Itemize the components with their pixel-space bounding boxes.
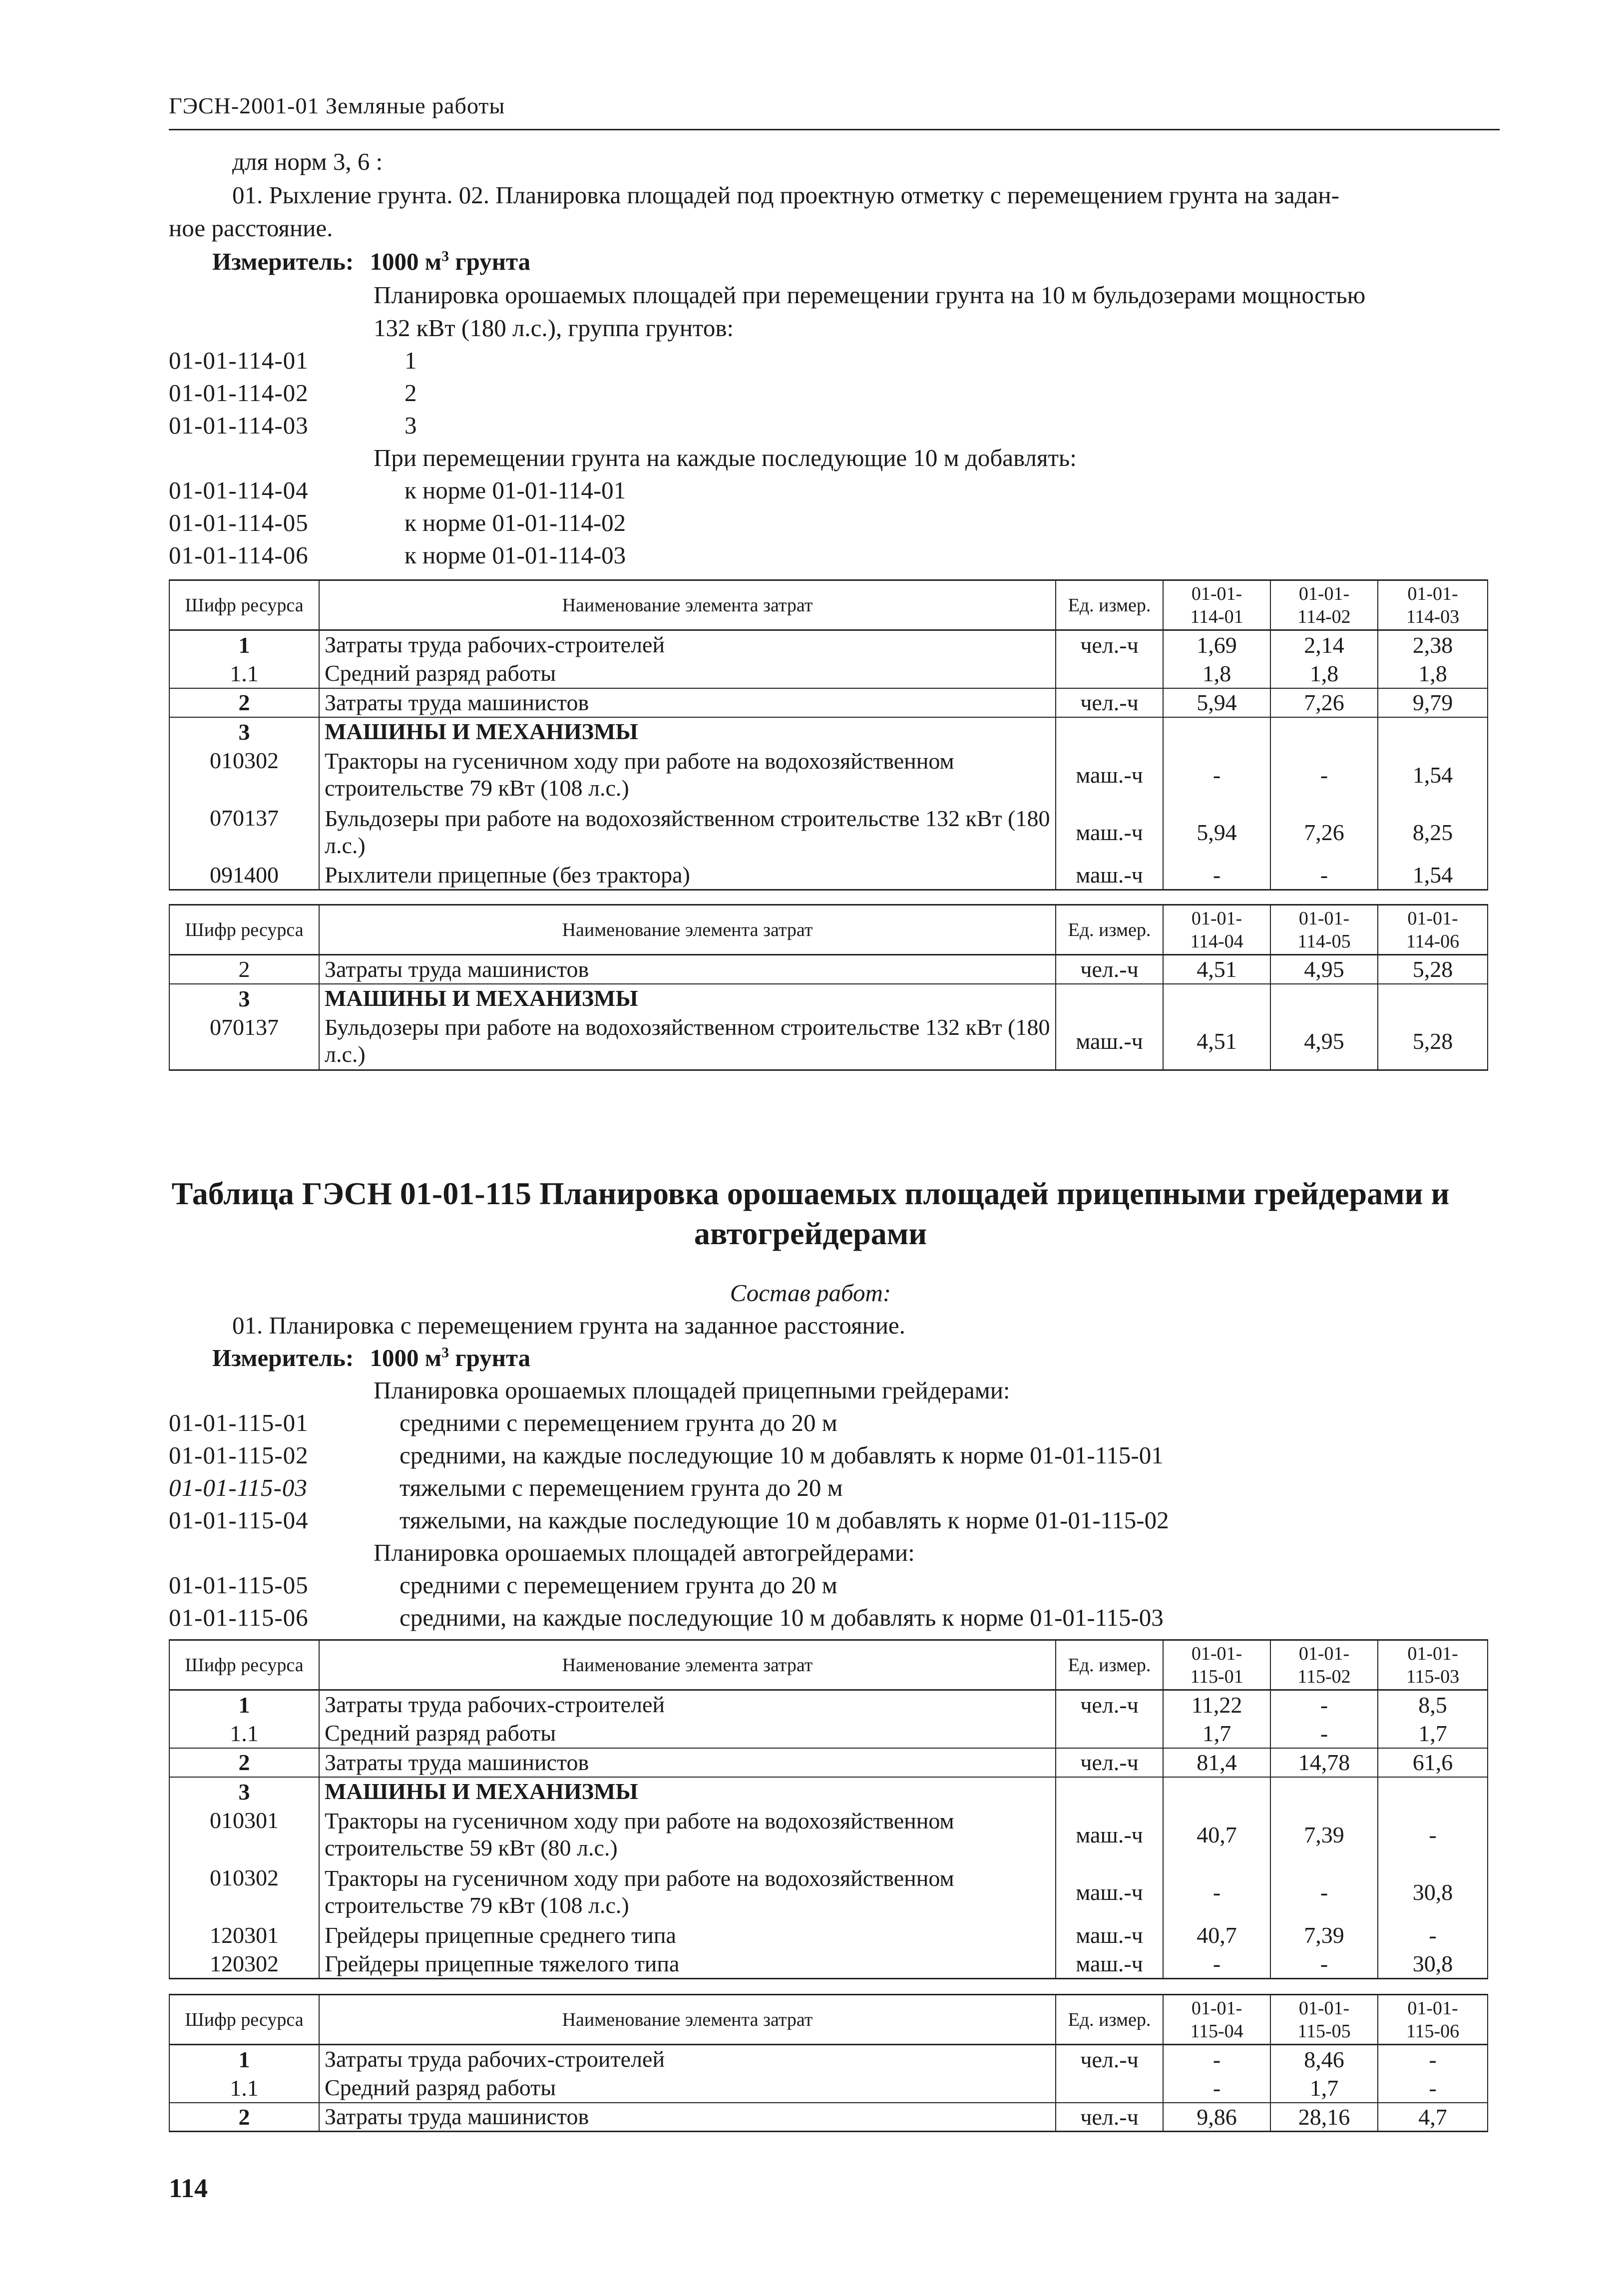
resource-name: Затраты труда машинистов [319, 2103, 1056, 2132]
col-header-name: Наименование элемента затрат [319, 580, 1056, 630]
resource-value: 5,94 [1163, 804, 1270, 861]
section-heading: МАШИНЫ И МЕХАНИЗМЫ [319, 717, 1056, 746]
resource-value: - [1270, 1690, 1378, 1719]
resource-value: 81,4 [1163, 1748, 1270, 1777]
resource-value: - [1163, 1950, 1270, 1979]
resource-unit: чел.-ч [1056, 2045, 1163, 2074]
col-header-resource: Шифр ресурса [169, 580, 319, 630]
resource-code: 010302 [169, 746, 319, 804]
table-row [169, 955, 1488, 984]
resource-unit: маш.-ч [1056, 1806, 1163, 1863]
resource-value: - [1270, 746, 1378, 804]
resource-value: 4,95 [1270, 955, 1378, 984]
resource-value: - [1378, 2045, 1488, 2074]
resource-code: 091400 [169, 861, 319, 890]
resource-value: 4,95 [1270, 1013, 1378, 1070]
table-row [169, 1719, 1488, 1748]
page-number: 114 [169, 2173, 208, 2203]
resource-name: Тракторы на гусеничном ходу при работе на водохозяйственном строительстве 79 кВт (108 л.с.) [319, 746, 1056, 804]
resource-value: 1,7 [1270, 2074, 1378, 2103]
resource-unit: чел.-ч [1056, 2103, 1163, 2132]
norm-code: 01-01-114-05 [169, 509, 309, 536]
norm-desc-1: Планировка орошаемых площадей при перемещении грунта на 10 м бульдозерами мощностью [374, 281, 1366, 309]
resource-value: 9,86 [1163, 2103, 1270, 2132]
resource-name: Средний разряд работы [319, 2074, 1056, 2103]
resource-value: 8,5 [1378, 1690, 1488, 1719]
norm-text: средними, на каждые последующие 10 м добавлять к норме 01-01-115-03 [400, 1604, 1164, 1631]
resource-unit [1056, 659, 1163, 688]
norm-code: 01-01-115-05 [169, 1571, 309, 1599]
resource-value: 1,54 [1378, 746, 1488, 804]
norm-text: средними с перемещением грунта до 20 м [400, 1409, 837, 1436]
table-row [169, 804, 1488, 861]
resource-value: - [1378, 1921, 1488, 1950]
work-composition: 01. Планировка с перемещением грунта на заданное расстояние. [232, 1312, 905, 1339]
resource-value: 7,26 [1270, 804, 1378, 861]
resource-table-114-b [169, 904, 1488, 1071]
resource-unit [1056, 2074, 1163, 2103]
col-header-name: Наименование элемента затрат [319, 1995, 1056, 2045]
resource-name: Средний разряд работы [319, 1719, 1056, 1748]
resource-value: - [1270, 1950, 1378, 1979]
resource-unit: чел.-ч [1056, 1690, 1163, 1719]
resource-value: 11,22 [1163, 1690, 1270, 1719]
meter-tail: грунта [449, 248, 531, 275]
resource-value: - [1163, 2074, 1270, 2103]
resource-value: 28,16 [1270, 2103, 1378, 2132]
norm-code: 01-01-114-06 [169, 541, 309, 569]
resource-code: 070137 [169, 1013, 319, 1070]
resource-value: - [1270, 1863, 1378, 1921]
meter-tail: грунта [449, 1344, 531, 1372]
resource-value: 1,7 [1163, 1719, 1270, 1748]
table-row [169, 1748, 1488, 1777]
col-header-norm: 01-01- 115-04 [1163, 1995, 1270, 2045]
col-header-norm: 01-01- 114-03 [1378, 580, 1488, 630]
meter-label: Измеритель: [212, 1344, 354, 1372]
work-composition-line1: 01. Рыхление грунта. 02. Планировка площадей под проектную отметку с перемещением грунта на задан- [232, 181, 1339, 209]
col-header-norm: 01-01- 114-02 [1270, 580, 1378, 630]
table-row [169, 1013, 1488, 1070]
resource-unit: маш.-ч [1056, 804, 1163, 861]
resource-value: 61,6 [1378, 1748, 1488, 1777]
resource-code: 2 [169, 955, 319, 984]
resource-unit: маш.-ч [1056, 746, 1163, 804]
norm-code: 01-01-115-02 [169, 1441, 309, 1469]
table-row [169, 659, 1488, 688]
resource-value: - [1163, 861, 1270, 890]
col-header-norm: 01-01- 114-05 [1270, 905, 1378, 955]
resource-unit: маш.-ч [1056, 1921, 1163, 1950]
resource-code: 120301 [169, 1921, 319, 1950]
section-heading: МАШИНЫ И МЕХАНИЗМЫ [319, 1777, 1056, 1806]
col-header-norm: 01-01- 115-03 [1378, 1640, 1488, 1690]
col-header-unit: Ед. измер. [1056, 580, 1163, 630]
resource-unit: маш.-ч [1056, 861, 1163, 890]
norm-code: 01-01-115-01 [169, 1409, 309, 1436]
resource-code: 010301 [169, 1806, 319, 1863]
norm-text: средними с перемещением грунта до 20 м [400, 1571, 837, 1599]
table-row [169, 688, 1488, 717]
table-row [169, 717, 1488, 746]
meter-line [212, 247, 530, 276]
resource-value: 7,39 [1270, 1921, 1378, 1950]
table-title-line1: Таблица ГЭСН 01-01-115 Планировка орошаемых площадей прицепными грейдерами и [171, 1176, 1450, 1211]
norm-text: к норме 01-01-114-03 [405, 541, 626, 569]
resource-value: 1,7 [1378, 1719, 1488, 1748]
col-header-name: Наименование элемента затрат [319, 1640, 1056, 1690]
meter-sup: 3 [441, 248, 449, 265]
resource-unit: маш.-ч [1056, 1950, 1163, 1979]
col-header-resource: Шифр ресурса [169, 905, 319, 955]
resource-value: - [1163, 1863, 1270, 1921]
col-header-norm: 01-01- 115-06 [1378, 1995, 1488, 2045]
resource-value: 4,51 [1163, 1013, 1270, 1070]
resource-value: 1,54 [1378, 861, 1488, 890]
norm-text: 3 [405, 412, 417, 439]
resource-name: Рыхлители прицепные (без трактора) [319, 861, 1056, 890]
resource-value: - [1270, 861, 1378, 890]
resource-code: 010302 [169, 1863, 319, 1921]
resource-name: Затраты труда рабочих-строителей [319, 2045, 1056, 2074]
resource-name: Затраты труда машинистов [319, 688, 1056, 717]
resource-code: 2 [169, 2103, 319, 2132]
col-header-norm: 01-01- 115-05 [1270, 1995, 1378, 2045]
resource-name: Средний разряд работы [319, 659, 1056, 688]
resource-code: 1.1 [169, 2074, 319, 2103]
resource-value: - [1378, 1806, 1488, 1863]
norm-desc-2: Планировка орошаемых площадей автогрейдерами: [374, 1539, 915, 1566]
col-header-norm: 01-01- 115-01 [1163, 1640, 1270, 1690]
norm-desc-3: При перемещении грунта на каждые последующие 10 м добавлять: [374, 444, 1077, 471]
resource-code: 1 [169, 630, 319, 659]
resource-code: 1 [169, 2045, 319, 2074]
resource-code: 070137 [169, 804, 319, 861]
resource-name: Бульдозеры при работе на водохозяйственном строительстве 132 кВт (180 л.с.) [319, 804, 1056, 861]
resource-name: Грейдеры прицепные тяжелого типа [319, 1950, 1056, 1979]
norm-code: 01-01-115-04 [169, 1506, 309, 1534]
resource-unit: чел.-ч [1056, 630, 1163, 659]
work-composition-line2: ное расстояние. [169, 214, 333, 242]
resource-value: 5,28 [1378, 1013, 1488, 1070]
for-norms-note: для норм 3, 6 : [232, 148, 383, 175]
norm-text: 2 [405, 379, 417, 407]
running-header: ГЭСН-2001-01 Земляные работы [169, 93, 505, 118]
col-header-norm: 01-01- 114-06 [1378, 905, 1488, 955]
norm-code: 01-01-114-03 [169, 412, 309, 439]
table-row [169, 2103, 1488, 2132]
norm-desc-2: 132 кВт (180 л.с.), группа грунтов: [374, 314, 734, 342]
resource-value: 9,79 [1378, 688, 1488, 717]
meter-label: Измеритель: [212, 248, 354, 275]
meter-value: 1000 м [370, 248, 442, 275]
col-header-norm: 01-01- 114-04 [1163, 905, 1270, 955]
resource-table-114-a [169, 579, 1488, 891]
resource-code: 1.1 [169, 1719, 319, 1748]
resource-unit: чел.-ч [1056, 688, 1163, 717]
resource-value: 30,8 [1378, 1863, 1488, 1921]
table-row [169, 630, 1488, 659]
resource-value: 2,14 [1270, 630, 1378, 659]
resource-value: 14,78 [1270, 1748, 1378, 1777]
resource-name: Тракторы на гусеничном ходу при работе на водохозяйственном строительстве 59 кВт (80 л.с.) [319, 1806, 1056, 1863]
col-header-norm: 01-01- 115-02 [1270, 1640, 1378, 1690]
resource-value: - [1270, 1719, 1378, 1748]
resource-unit [1056, 1719, 1163, 1748]
norm-code: 01-01-114-02 [169, 379, 309, 407]
col-header-unit: Ед. измер. [1056, 1640, 1163, 1690]
resource-code: 3 [169, 717, 319, 746]
resource-name: Затраты труда машинистов [319, 1748, 1056, 1777]
resource-name: Бульдозеры при работе на водохозяйственном строительстве 132 кВт (180 л.с.) [319, 1013, 1056, 1070]
resource-code: 120302 [169, 1950, 319, 1979]
col-header-unit: Ед. измер. [1056, 1995, 1163, 2045]
resource-name: Затраты труда рабочих-строителей [319, 1690, 1056, 1719]
resource-value: 4,7 [1378, 2103, 1488, 2132]
resource-name: Затраты труда машинистов [319, 955, 1056, 984]
norm-text: тяжелыми, на каждые последующие 10 м добавлять к норме 01-01-115-02 [400, 1506, 1169, 1534]
composition-heading: Состав работ: [730, 1279, 891, 1307]
norm-code: 01-01-114-01 [169, 347, 309, 374]
norm-text: к норме 01-01-114-01 [405, 476, 626, 504]
resource-value: 2,38 [1378, 630, 1488, 659]
resource-value: 1,8 [1270, 659, 1378, 688]
resource-unit: маш.-ч [1056, 1863, 1163, 1921]
table-row [169, 1690, 1488, 1719]
resource-name: Затраты труда рабочих-строителей [319, 630, 1056, 659]
table-row [169, 2045, 1488, 2074]
resource-value: 1,8 [1163, 659, 1270, 688]
norm-text: к норме 01-01-114-02 [405, 509, 626, 536]
section-heading: МАШИНЫ И МЕХАНИЗМЫ [319, 984, 1056, 1013]
resource-unit: чел.-ч [1056, 955, 1163, 984]
resource-code: 2 [169, 688, 319, 717]
col-header-unit: Ед. измер. [1056, 905, 1163, 955]
resource-value: - [1163, 2045, 1270, 2074]
resource-value: 4,51 [1163, 955, 1270, 984]
table-row [169, 746, 1488, 804]
col-header-resource: Шифр ресурса [169, 1995, 319, 2045]
table-row [169, 984, 1488, 1013]
resource-code: 1 [169, 1690, 319, 1719]
col-header-norm: 01-01- 114-01 [1163, 580, 1270, 630]
resource-value: 1,8 [1378, 659, 1488, 688]
resource-code: 2 [169, 1748, 319, 1777]
meter-line [212, 1344, 530, 1372]
norm-code: 01-01-115-03 [169, 1474, 308, 1501]
table-row [169, 2074, 1488, 2103]
resource-table-115-a [169, 1639, 1488, 1979]
norm-code: 01-01-115-06 [169, 1604, 309, 1631]
norm-text: средними, на каждые последующие 10 м добавлять к норме 01-01-115-01 [400, 1441, 1164, 1469]
table-row [169, 1921, 1488, 1950]
norm-text: 1 [405, 347, 417, 374]
table-row [169, 861, 1488, 890]
resource-code: 3 [169, 1777, 319, 1806]
norm-code: 01-01-114-04 [169, 476, 309, 504]
resource-value: 7,26 [1270, 688, 1378, 717]
resource-code: 1.1 [169, 659, 319, 688]
meter-value: 1000 м [370, 1344, 442, 1372]
resource-unit: чел.-ч [1056, 1748, 1163, 1777]
col-header-name: Наименование элемента затрат [319, 905, 1056, 955]
norm-text: тяжелыми с перемещением грунта до 20 м [400, 1474, 843, 1501]
resource-value: 8,46 [1270, 2045, 1378, 2074]
resource-value: 40,7 [1163, 1921, 1270, 1950]
resource-value: 30,8 [1378, 1950, 1488, 1979]
resource-table-115-b [169, 1994, 1488, 2132]
resource-value: 5,94 [1163, 688, 1270, 717]
table-row [169, 1777, 1488, 1806]
resource-value: 1,69 [1163, 630, 1270, 659]
resource-unit: маш.-ч [1056, 1013, 1163, 1070]
header-rule [169, 129, 1500, 130]
resource-value: 40,7 [1163, 1806, 1270, 1863]
col-header-resource: Шифр ресурса [169, 1640, 319, 1690]
resource-value: - [1378, 2074, 1488, 2103]
resource-value: 7,39 [1270, 1806, 1378, 1863]
norm-desc-1: Планировка орошаемых площадей прицепными грейдерами: [374, 1377, 1010, 1404]
resource-value: - [1163, 746, 1270, 804]
table-row [169, 1806, 1488, 1863]
table-row [169, 1863, 1488, 1921]
resource-name: Грейдеры прицепные среднего типа [319, 1921, 1056, 1950]
resource-value: 5,28 [1378, 955, 1488, 984]
resource-value: 8,25 [1378, 804, 1488, 861]
table-row [169, 1950, 1488, 1979]
table-title-line2: автогрейдерами [694, 1216, 927, 1251]
resource-name: Тракторы на гусеничном ходу при работе на водохозяйственном строительстве 79 кВт (108 л.с.) [319, 1863, 1056, 1921]
meter-sup: 3 [441, 1344, 449, 1361]
resource-code: 3 [169, 984, 319, 1013]
